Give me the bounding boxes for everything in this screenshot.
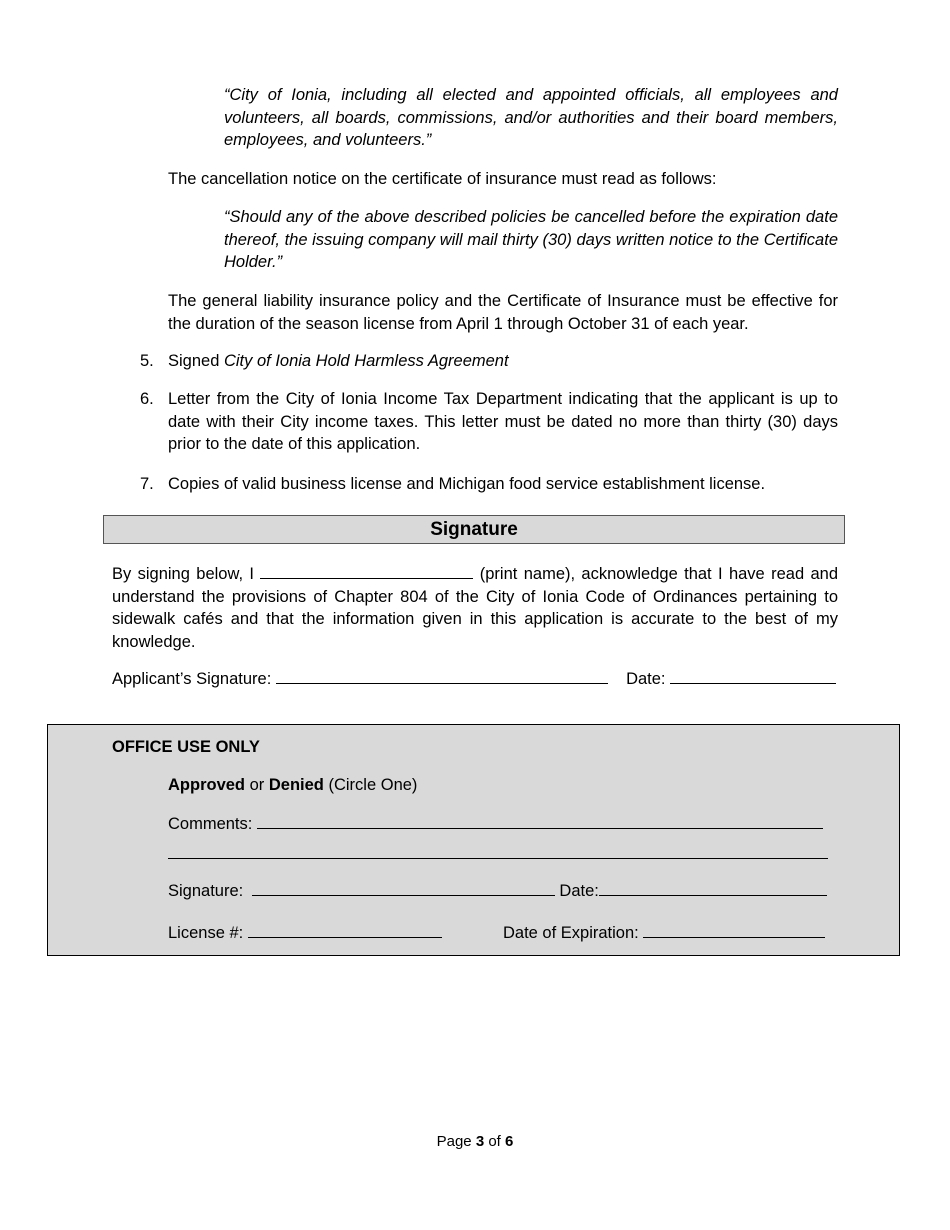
office-date-line[interactable] <box>599 879 827 896</box>
license-number-line[interactable] <box>248 921 442 938</box>
license-label: License #: <box>168 924 244 942</box>
item-number: 6. <box>140 390 154 408</box>
effective-paragraph: The general liability insurance policy and the Certificate of Insurance must be effective for the duration of the season license from April 1 through October 31 of each year. <box>168 292 838 333</box>
applicant-signature-line[interactable] <box>276 667 608 684</box>
additional-insured-quote: “City of Ionia, including all elected and appointed officials, all employees and volunteers, all boards, commissions, and/or authorities and their board members, employees, and volunteers.” <box>224 86 838 149</box>
circle-one-note: (Circle One) <box>328 776 418 794</box>
page-word: Page <box>436 1133 472 1150</box>
ack-start: By signing below, I <box>112 565 255 583</box>
applicant-signature-label: Applicant’s Signature: <box>112 670 272 688</box>
office-signature-line[interactable] <box>252 879 555 896</box>
list-item: Letter from the City of Ionia Income Tax Department indicating that the applicant is up to date with their City income taxes. This letter must be dated no more than thirty (30) days prior to the date of this application. <box>168 390 838 453</box>
comments-row <box>168 812 823 836</box>
total-pages: 6 <box>505 1133 514 1150</box>
denied-option[interactable]: Denied <box>268 776 324 794</box>
of-word: of <box>488 1133 501 1150</box>
acknowledgement-paragraph <box>112 562 838 653</box>
item-prefix: Signed <box>168 352 224 370</box>
list-item <box>168 350 838 373</box>
ack-rest: (print name), acknowledge that I have read and understand the provisions of Chapter 804 of the City of Ionia Code of Ordinances pertaining to sidewalk cafés and that the information given in this application is accurate to the best of my knowledge. <box>112 565 839 651</box>
office-signature-label: Signature: <box>168 882 244 900</box>
item-number: 5. <box>140 352 154 370</box>
comments-line-2[interactable] <box>168 843 828 859</box>
cancellation-intro: The cancellation notice on the certificate of insurance must read as follows: <box>168 170 717 188</box>
office-date-label: Date: <box>559 882 599 900</box>
license-row <box>168 921 442 945</box>
print-name-line[interactable] <box>260 562 473 579</box>
signature-section-header: Signature <box>103 515 845 544</box>
expiration-row <box>503 921 825 945</box>
page-footer <box>0 1131 950 1154</box>
office-use-title: OFFICE USE ONLY <box>112 738 260 756</box>
approval-choice <box>168 774 417 797</box>
list-item: Copies of valid business license and Michigan food service establishment license. <box>168 475 766 493</box>
item-number: 7. <box>140 475 154 493</box>
or-text: or <box>249 776 265 794</box>
applicant-date-line[interactable] <box>670 667 836 684</box>
applicant-signature-row <box>112 667 838 691</box>
expiration-line[interactable] <box>643 921 825 938</box>
hold-harmless-title: City of Ionia Hold Harmless Agreement <box>223 352 509 370</box>
approved-option[interactable]: Approved <box>168 776 246 794</box>
office-signature-row <box>168 879 827 903</box>
expiration-label: Date of Expiration: <box>503 924 639 942</box>
cancellation-quote: “Should any of the above described policies be cancelled before the expiration date thereof, the issuing company will mail thirty (30) days written notice to the Certificate Holder.” <box>224 208 838 271</box>
applicant-date-label: Date: <box>626 670 666 688</box>
current-page: 3 <box>475 1133 485 1150</box>
comments-label: Comments: <box>168 815 253 833</box>
comments-line[interactable] <box>257 812 823 829</box>
